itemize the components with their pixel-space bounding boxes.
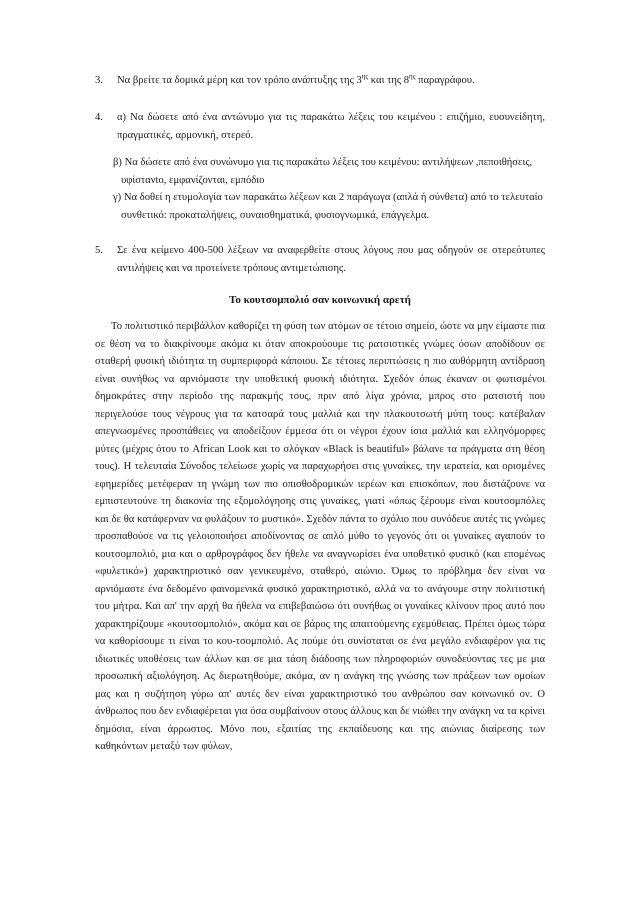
question-number: 5. bbox=[95, 245, 103, 256]
subitems-block bbox=[113, 154, 543, 224]
question-number: 3. bbox=[95, 75, 103, 86]
question-number: 4. bbox=[95, 112, 103, 123]
question-text-part: Να βρείτε τα δομικά μέρη και τον τρόπο ανάπτυξης της 3 bbox=[117, 75, 362, 86]
question-text bbox=[117, 72, 545, 90]
question-5 bbox=[95, 242, 545, 277]
article-body-text: Το πολιτιστικό περιβάλλον καθορίζει τη φύση των ατόμων σε τέτοιο σημείο, ώστε να μην είμαστε πια σε θέση να το διακρίνουμε ακόμα κι όταν αποκρούουμε τις ρατσιστικές γνώμες όσων αποδίδουν σε σταθερή φυσική ιδιότητα τη συμπεριφορά κάποιου. Σε τέτοιες περιπτώσεις η πιο αυθόρμητη αντίδραση είναι συνήθως να αρνιόμαστε την υποθετική φυσική ιδιότητα. Σχεδόν όπως έκαναν οι φωτισμένοι δημοκράτες στην περίοδο της παρακμής τους, πριν από λίγα χρόνια, μπρος στο ρατσιστή που περιγελούσε τους νέγρους για τα κατσαρά τους μαλλιά και την πλακουτσωτή μύτη τους: κατέβαλαν απεγνωσμένες προσπάθειες να αποδείξουν έμμεσα ότι οι νέγροι έχουν ίσια μαλλιά και ελληνόμορφες μύτες (μέχρις ότου το African Look και το σλόγκαν «Black is beautiful» βάλανε τα πράγματα στη θέση τους). Η τελευταία Σύνοδος τελείωσε χωρίς να παραχωρήσει στις γυναίκες, την ιερατεία, και ορισμένες εφημερίδες μετέφεραν τη γνώμη των πιο οπισθοδρομικών ιερέων και επισκόπων, που διστάζουνε να εμπιστευτούνε τη διακονία της εξομολόγησης στις γυναίκες, γιατί «όπως ξέρουμε είναι κουτσομπόλες και δε θα κατάφερναν να φυλάξουν το μυστικό». Σχεδόν πάντα το σχόλιο που συνόδευε αυτές τις γνώμες προσπαθούσε να τις γελοιοποιήσει αποδίνοντας σε απλό μύθο το γεγονός ότι οι γυναίκες αγαπούν το κουτσομπολιό, μια και ο αρθρογράφος δεν ήθελε να αναγνωρίσει ένα υποθετικό φυσικό (και επομένως «φυλετικό») χαρακτηριστικό σαν γενικευμένο, σταθερό, αιώνιο. Όμως το πρόβλημα δεν είναι να αρνιόμαστε ένα δεδομένο φαινομενικά φυσικό χαρακτηριστικό, αλλά να το ανάγουμε στην πολιτιστική του μήτρα. Και απ' την αρχή θα ήθελα να επιβεβαιώσω ότι συνήθως οι γυναίκες κλίνουν προς αυτό που χαρακτηρίζουμε «κουτσομπολιό», ακόμα και σε βάρος της απαιτούμενης εχεμύθειας. Πρέπει όμως τώρα να καθορίσουμε τι είναι το κου-τσομπολιό. Ας πούμε ότι συνίσταται σε ένα μεγάλο ενδιαφέρον για τις ιδιωτικές υποθέσεις των άλλων και σε μια τάση διάδοσης των πληροφοριών συνοδεύοντας τες με μια προσωπική αξιολόγηση. Ας διερωτηθούμε, ακόμα, αν η ανάγκη της γνώσης των πράξεων των ομοίων μας και η συζήτηση γύρω απ' αυτές δεν είναι χαρακτηριστικό του ανθρώπου σαν κοινωνικό ον. Ο άνθρωπος που δεν ενδιαφέρεται για όσα συμβαίνουν στους άλλους και δε νιώθει την ανάγκη να τα κρίνει δημόσια, είναι άρρωστος. Μόνο που, εξαιτίας της εκπαίδευσης και της αιώνιας διαίρεσης των καθηκόντων μεταξύ των φύλων, bbox=[95, 321, 545, 752]
question-text-part: παραγράφου. bbox=[415, 75, 475, 86]
article-title: Το κουτσομπολιό σαν κοινωνική αρετή bbox=[229, 294, 411, 306]
question-text-part: και της 8 bbox=[368, 75, 410, 86]
question-3 bbox=[95, 72, 545, 90]
question-text: α) Να δώσετε από ένα αντώνυμο για τις παρακάτω λέξεις του κειμένου : επιζήμιο, ευσυνείδητη, πραγματικές, αρμονική, στερεό. bbox=[117, 112, 545, 141]
subitem-b: β) Να δώσετε από ένα συνώνυμο για τις παρακάτω λέξεις του κειμένου: αντιλήψεων ,πεποιθήσεις, υφίστανto, εμφανίζονται, εμπόδιο bbox=[113, 157, 533, 186]
question-text: Σε ένα κείμενο 400-500 λέξεων να αναφερθείτε στους λόγους που μας οδηγούν σε στερεότυπες αντιλήψεις και να προτείνετε τρόπους αντιμετώπισης. bbox=[117, 245, 545, 274]
superscript: ης bbox=[409, 72, 416, 81]
article-body bbox=[95, 318, 545, 756]
superscript: ης bbox=[361, 72, 369, 81]
subitem-c: γ) Να δοθεί η ετυμολογία των παρακάτω λέξεων και 2 παράγωγα (απλά ή σύνθετα) από το τελευταίο συνθετικό: προκαταλήψεις, συναισθηματικά, φυσιογνωμικά, επάγγελμα. bbox=[113, 192, 543, 221]
question-4 bbox=[95, 109, 545, 144]
